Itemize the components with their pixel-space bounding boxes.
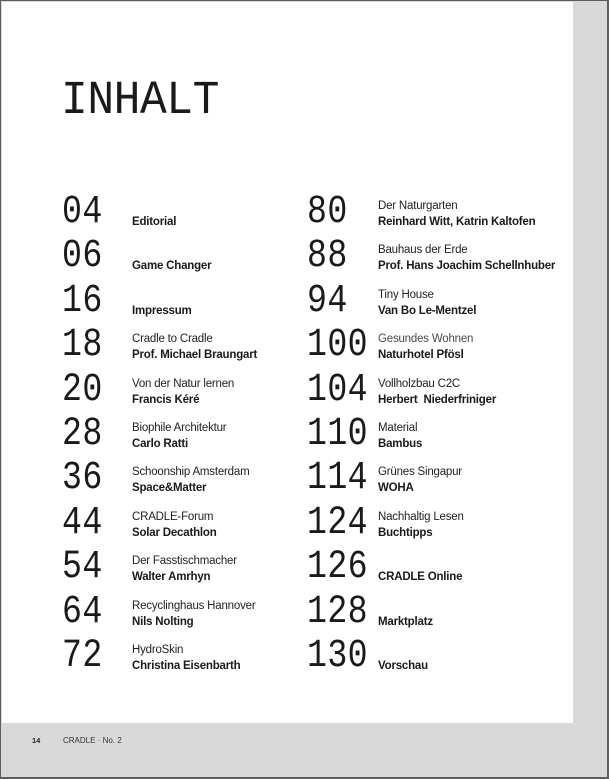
toc-subtitle: Der Fasstischmacher: [132, 555, 237, 568]
footer-magazine-name: CRADLE · No. 2: [63, 736, 122, 745]
toc-page-number: 124: [307, 500, 369, 546]
toc-subtitle: [378, 553, 462, 569]
toc-page-number: 54: [62, 545, 103, 591]
toc-page-number: 04: [62, 190, 103, 235]
toc-page-number: 16: [62, 278, 103, 324]
toc-title: Reinhard Witt, Katrin Kaltofen: [378, 216, 536, 228]
toc-page-number: 94: [307, 278, 348, 324]
toc-subtitle: Material: [378, 421, 418, 434]
toc-subtitle: Von der Natur lernen: [132, 377, 235, 390]
toc-subtitle: [378, 598, 433, 614]
toc-subtitle: Schoonship Amsterdam: [132, 466, 250, 479]
footer-page-number: 14: [32, 736, 41, 745]
toc-page-number: 06: [62, 234, 103, 280]
toc-title: WOHA: [378, 482, 414, 495]
page-title: INHALT: [61, 75, 219, 128]
toc-page-number: 110: [307, 411, 369, 457]
toc-subtitle: Vollholzbau C2C: [378, 377, 461, 390]
toc-subtitle: Biophile Architektur: [132, 421, 227, 434]
toc-title: Solar Decathlon: [132, 526, 217, 539]
toc-page-number: 114: [307, 456, 369, 502]
toc-page-number: 104: [307, 367, 369, 413]
toc-page-number: 88: [307, 234, 348, 280]
toc-title: Vorschau: [378, 659, 428, 672]
toc-title: Carlo Ratti: [132, 437, 188, 450]
toc-title: Prof. Michael Braungart: [132, 349, 258, 362]
toc-page-number: 64: [62, 589, 103, 635]
toc-page-number: 28: [62, 411, 103, 457]
toc-title: Editorial: [132, 216, 177, 228]
toc-title: Christina Eisenbarth: [132, 659, 241, 672]
toc-subtitle: Nachhaltig Lesen: [378, 510, 464, 523]
toc-title: Game Changer: [132, 260, 212, 273]
toc-page-number: 44: [62, 500, 103, 546]
toc-subtitle: Recyclinghaus Hannover: [132, 599, 256, 612]
toc-title: Buchtipps: [378, 526, 433, 539]
toc-subtitle: CRADLE-Forum: [132, 510, 214, 523]
toc-title: Francis Kéré: [132, 393, 200, 406]
toc-title: Van Bo Le-Mentzel: [378, 304, 477, 317]
toc-page-number: 72: [62, 633, 103, 679]
toc-subtitle: Gesundes Wohnen: [378, 333, 474, 346]
toc-page-number: 36: [62, 456, 103, 502]
toc-page-number: 126: [307, 545, 369, 591]
toc-page-number: 130: [307, 633, 369, 679]
toc-page-number: 128: [307, 589, 369, 635]
page-sheet: [2, 2, 573, 723]
toc-title: Bambus: [378, 437, 423, 450]
toc-subtitle: [132, 198, 176, 214]
toc-title: Space&Matter: [132, 482, 207, 495]
toc-title: Prof. Hans Joachim Schellnhuber: [378, 260, 556, 273]
toc-subtitle: Der Naturgarten: [378, 200, 458, 212]
toc-subtitle: Tiny House: [378, 288, 434, 301]
toc-subtitle: Grünes Singapur: [378, 466, 462, 479]
toc-page-number: 100: [307, 323, 369, 369]
toc-title: Impressum: [132, 304, 192, 317]
toc-subtitle: [132, 287, 192, 303]
toc-title: Walter Amrhyn: [132, 571, 211, 584]
toc-subtitle: [132, 242, 211, 258]
toc-page-number: 20: [62, 367, 103, 413]
toc-subtitle: [378, 642, 428, 658]
toc-subtitle: Cradle to Cradle: [132, 333, 213, 346]
toc-title: Nils Nolting: [132, 615, 194, 628]
toc-title: Naturhotel Pfösl: [378, 349, 464, 362]
toc-subtitle: HydroSkin: [132, 643, 184, 656]
toc-title: CRADLE Online: [378, 571, 463, 584]
toc-title: Herbert Niederfriniger: [378, 393, 497, 406]
toc-title: Marktplatz: [378, 615, 433, 628]
toc-page-number: 18: [62, 323, 103, 369]
toc-subtitle: Bauhaus der Erde: [378, 244, 468, 257]
toc-page-number: 80: [307, 190, 348, 235]
